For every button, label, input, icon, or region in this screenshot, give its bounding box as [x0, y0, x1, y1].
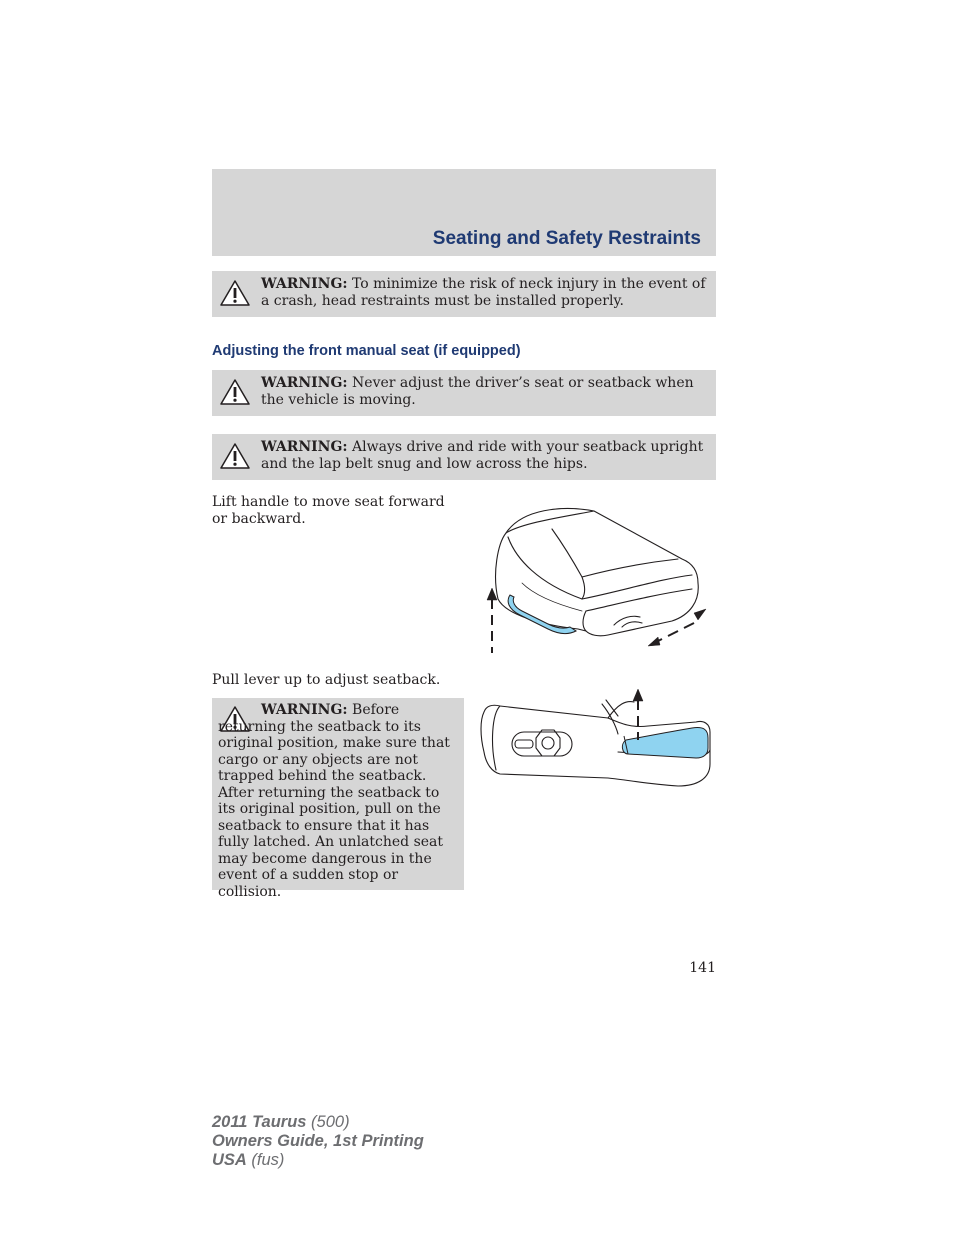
- footer-line-guide: Owners Guide, 1st Printing: [212, 1132, 424, 1150]
- page-number: 141: [689, 960, 716, 976]
- header-band: [212, 169, 716, 256]
- warning-box-seatback-latch: [212, 698, 464, 900]
- warning-label: WARNING:: [261, 375, 348, 391]
- warning-box-do-not-adjust: [212, 370, 716, 416]
- warning-triangle-icon: [219, 378, 251, 406]
- footer: [212, 1113, 424, 1170]
- warning-text: Always drive and ride with your seatback upright and the lap belt snug and low across the hips.: [261, 439, 704, 472]
- seat-cushion-illustration: [482, 503, 712, 653]
- warning-box-head-restraints: [212, 271, 716, 317]
- warning-label: WARNING:: [261, 276, 348, 292]
- warning-text: Before returning the seatback to its original position, make sure that cargo or any objects are not trapped behind the seatback. After returning the seatback to its original position, pull on the seatback to ensure that it has fully latched. An unlatched seat may become dangerous in the event of a sudden stop or collision.: [218, 702, 450, 900]
- warning-box-seatback-upright: [212, 434, 716, 480]
- instruction-move-seat: Lift handle to move seat forward or backward.: [212, 494, 445, 527]
- warning-text: To minimize the risk of neck injury in the event of a crash, head restraints must be installed properly.: [261, 276, 706, 309]
- warning-triangle-icon: [219, 442, 251, 470]
- page-title: Seating and Safety Restraints: [432, 228, 701, 249]
- section-heading: Adjusting the front manual seat (if equipped): [212, 343, 521, 359]
- footer-line-model: 2011 Taurus (500): [212, 1113, 350, 1131]
- warning-label: WARNING:: [261, 439, 348, 455]
- warning-label: WARNING:: [261, 702, 348, 718]
- instruction-seatback: Pull lever up to adjust seatback.: [212, 672, 441, 688]
- seatback-lever-illustration: [478, 674, 714, 794]
- footer-line-region: USA (fus): [212, 1151, 285, 1169]
- warning-text: Never adjust the driver’s seat or seatback when the vehicle is moving.: [261, 375, 694, 408]
- warning-triangle-icon: [219, 279, 251, 307]
